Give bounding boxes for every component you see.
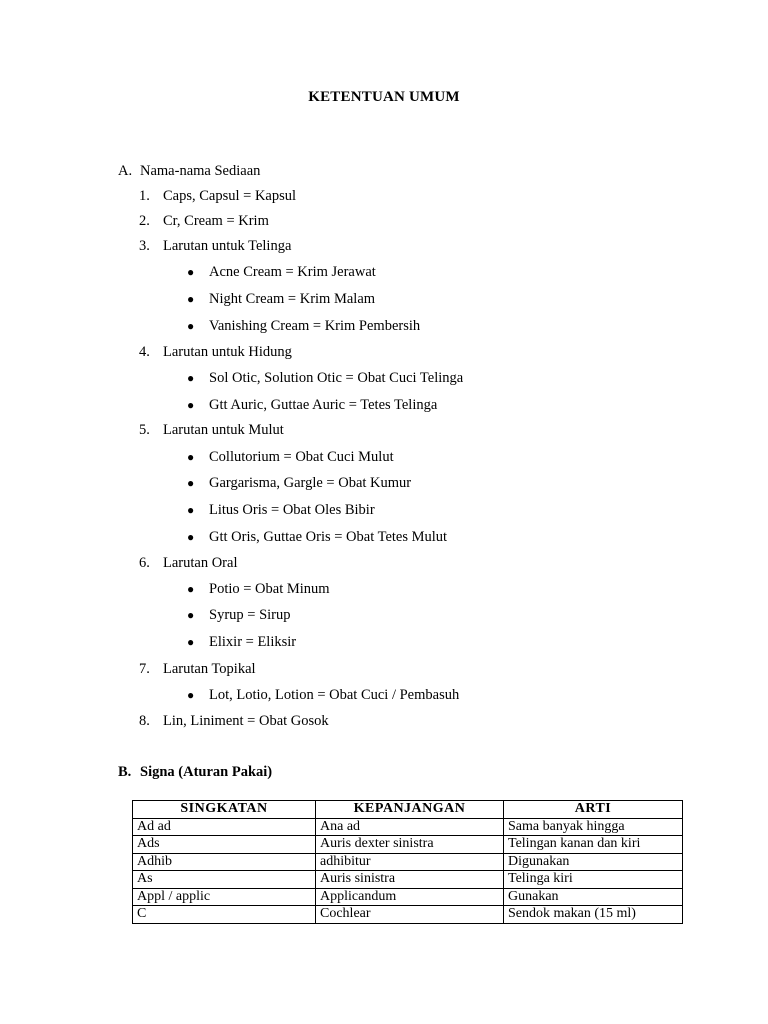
table-row (133, 888, 683, 906)
section-b-heading (118, 763, 272, 781)
bullet-item: ● Night Cream = Krim Malam (187, 291, 376, 307)
table-row (133, 871, 683, 889)
list-item: 4. Larutan untuk Hidung (139, 344, 292, 360)
bullet-icon: ● (187, 476, 195, 490)
table-cell: Appl / applic (133, 888, 316, 906)
table-cell: adhibitur (316, 853, 504, 871)
table-cell: C (133, 906, 316, 924)
list-item: 6. Larutan Oral (139, 555, 238, 571)
bullet-icon: ● (187, 398, 195, 412)
table-cell: Sendok makan (15 ml) (504, 906, 683, 924)
bullet-item: ● Gargarisma, Gargle = Obat Kumur (187, 475, 412, 491)
bullet-icon: ● (187, 503, 195, 517)
bullet-item: ● Collutorium = Obat Cuci Mulut (187, 449, 394, 465)
table-cell: As (133, 871, 316, 889)
list-item: 1. Caps, Capsul = Kapsul (139, 188, 297, 204)
bullet-icon: ● (187, 265, 195, 279)
bullet-icon: ● (187, 530, 195, 544)
bullet-item: ● Gtt Auric, Guttae Auric = Tetes Telinga (187, 397, 438, 413)
table-cell: Ana ad (316, 818, 504, 836)
list-item: 7. Larutan Topikal (139, 661, 256, 677)
bullet-icon: ● (187, 608, 195, 622)
section-b-label: B. (118, 764, 132, 780)
table-row (133, 818, 683, 836)
table-cell: Cochlear (316, 906, 504, 924)
page-title: KETENTUAN UMUM (308, 89, 460, 105)
table-cell: Auris sinistra (316, 871, 504, 889)
table-cell: Digunakan (504, 853, 683, 871)
section-a-heading (118, 162, 260, 180)
bullet-item: ● Sol Otic, Solution Otic = Obat Cuci Telinga (187, 370, 464, 386)
column-header-kepanjangan: KEPANJANGAN (316, 801, 504, 819)
table-cell: Ads (133, 836, 316, 854)
bullet-item: ● Litus Oris = Obat Oles Bibir (187, 502, 375, 518)
signa-table (132, 800, 683, 924)
section-a-label: A. (118, 163, 133, 179)
table-cell: Gunakan (504, 888, 683, 906)
table-cell: Adhib (133, 853, 316, 871)
table-row (133, 853, 683, 871)
bullet-icon: ● (187, 635, 195, 649)
list-item: 3. Larutan untuk Telinga (139, 238, 292, 254)
table-row (133, 836, 683, 854)
bullet-icon: ● (187, 292, 195, 306)
table-cell: Telinga kiri (504, 871, 683, 889)
table-cell: Applicandum (316, 888, 504, 906)
column-header-arti: ARTI (504, 801, 683, 819)
bullet-icon: ● (187, 319, 195, 333)
section-b-title: Signa (Aturan Pakai) (140, 764, 273, 780)
bullet-item: ● Vanishing Cream = Krim Pembersih (187, 318, 421, 334)
bullet-icon: ● (187, 371, 195, 385)
table-header-row (133, 801, 683, 819)
bullet-icon: ● (187, 582, 195, 596)
bullet-item: ● Gtt Oris, Guttae Oris = Obat Tetes Mulut (187, 529, 448, 545)
bullet-icon: ● (187, 450, 195, 464)
bullet-item: ● Acne Cream = Krim Jerawat (187, 264, 376, 280)
bullet-item: ● Syrup = Sirup (187, 607, 291, 623)
section-a-title: Nama-nama Sediaan (140, 163, 261, 179)
table-cell: Telingan kanan dan kiri (504, 836, 683, 854)
bullet-item: ● Lot, Lotio, Lotion = Obat Cuci / Pembasuh (187, 687, 460, 703)
list-item: 2. Cr, Cream = Krim (139, 213, 269, 229)
table-row (133, 906, 683, 924)
table-cell: Auris dexter sinistra (316, 836, 504, 854)
column-header-singkatan: SINGKATAN (133, 801, 316, 819)
bullet-item: ● Potio = Obat Minum (187, 581, 330, 597)
bullet-item: ● Elixir = Eliksir (187, 634, 297, 650)
bullet-icon: ● (187, 688, 195, 702)
table-cell: Ad ad (133, 818, 316, 836)
list-item: 5. Larutan untuk Mulut (139, 422, 284, 438)
table-cell: Sama banyak hingga (504, 818, 683, 836)
list-item: 8. Lin, Liniment = Obat Gosok (139, 713, 329, 729)
